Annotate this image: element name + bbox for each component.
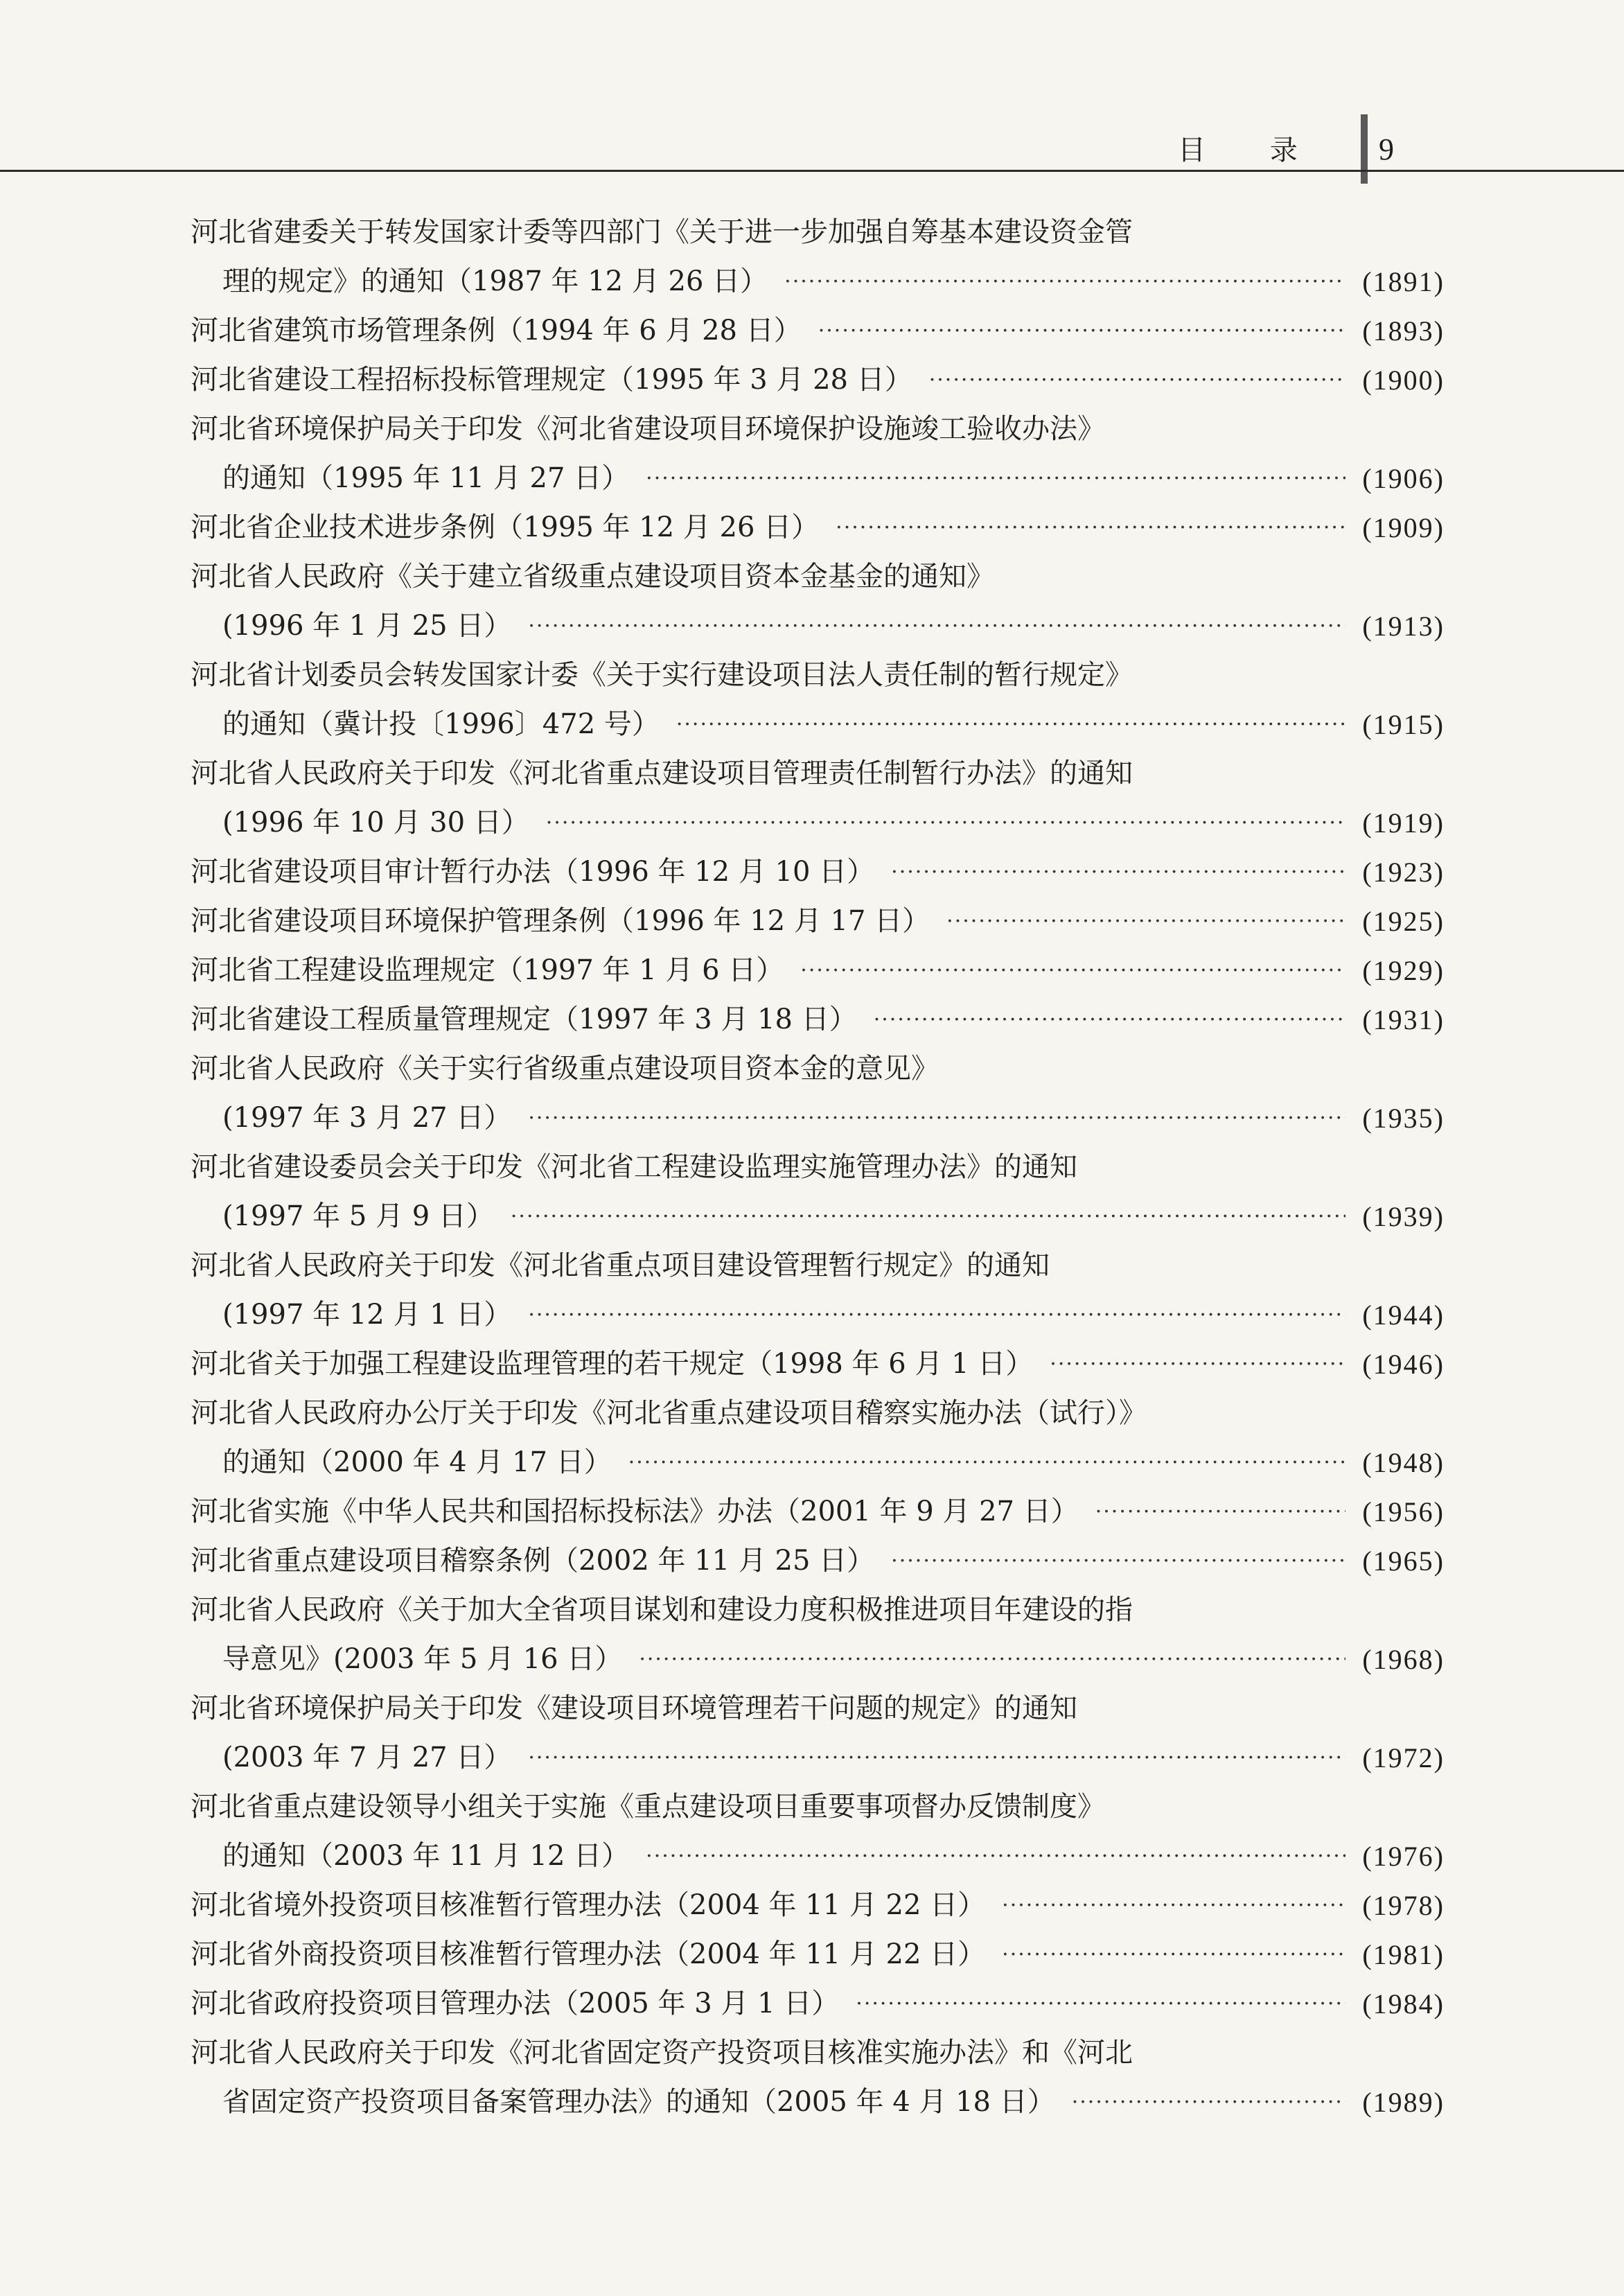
toc-entry-title: 导意见》(2003 年 5 月 16 日） bbox=[222, 1643, 623, 1675]
toc-entry-title: 河北省外商投资项目核准暂行管理办法（2004 年 11 月 22 日） bbox=[191, 1938, 986, 1970]
toc-page-number: (1893) bbox=[1362, 315, 1445, 347]
toc-entry-line bbox=[191, 1389, 1445, 1438]
toc-entry-title: 河北省实施《中华人民共和国招标投标法》办法（2001 年 9 月 27 日） bbox=[191, 1496, 1079, 1527]
dot-leader bbox=[891, 1536, 1345, 1586]
toc-entry[interactable] bbox=[191, 503, 1445, 552]
toc-entry-title: 河北省建设工程质量管理规定（1997 年 3 月 18 日） bbox=[191, 1004, 857, 1035]
toc-entry-title: 河北省环境保护局关于印发《建设项目环境管理若干问题的规定》的通知 bbox=[191, 1692, 1077, 1724]
toc-entry-line bbox=[191, 1241, 1445, 1290]
toc-page-number: (1948) bbox=[1362, 1447, 1445, 1478]
toc-entry[interactable] bbox=[191, 405, 1445, 503]
toc-entry-title: 河北省人民政府《关于建立省级重点建设项目资本金基金的通知》 bbox=[191, 561, 994, 593]
toc-entry[interactable] bbox=[191, 897, 1445, 946]
toc-entry-title: 的通知（冀计投〔1996〕472 号） bbox=[222, 708, 660, 740]
header-divider-bar bbox=[1361, 114, 1368, 184]
toc-entry-title: 省固定资产投资项目备案管理办法》的通知（2005 年 4 月 18 日） bbox=[222, 2086, 1055, 2118]
toc-entry-title: 河北省政府投资项目管理办法（2005 年 3 月 1 日） bbox=[191, 1988, 840, 2019]
header-rule bbox=[0, 170, 1624, 172]
toc-entry-last-line bbox=[191, 848, 1445, 897]
toc-entry-line bbox=[191, 749, 1445, 798]
toc-page-number: (1935) bbox=[1362, 1103, 1445, 1134]
toc-entry-last-line bbox=[191, 700, 1445, 749]
toc-entry-last-line bbox=[191, 1094, 1445, 1143]
toc-entry-title: 河北省关于加强工程建设监理管理的若干规定（1998 年 6 月 1 日） bbox=[191, 1348, 1034, 1380]
dot-leader bbox=[528, 1733, 1345, 1782]
toc-entry-title: 河北省重点建设领导小组关于实施《重点建设项目重要事项督办反馈制度》 bbox=[191, 1791, 1105, 1823]
toc-entry[interactable] bbox=[191, 1487, 1445, 1536]
toc-entry-line bbox=[191, 1684, 1445, 1733]
toc-page-number: (1906) bbox=[1362, 463, 1445, 494]
toc-entry-title: (1997 年 3 月 27 日） bbox=[222, 1102, 512, 1134]
dot-leader bbox=[818, 306, 1346, 356]
dot-leader bbox=[891, 848, 1345, 897]
dot-leader bbox=[1072, 2078, 1346, 2127]
dot-leader bbox=[784, 257, 1345, 306]
toc-entry-last-line bbox=[191, 1733, 1445, 1782]
dot-leader bbox=[546, 798, 1346, 848]
table-of-contents bbox=[191, 208, 1445, 2127]
page-number: 9 bbox=[1379, 132, 1394, 166]
toc-entry-last-line bbox=[191, 2078, 1445, 2127]
toc-page-number: (1972) bbox=[1362, 1742, 1445, 1773]
toc-entry[interactable] bbox=[191, 208, 1445, 306]
toc-entry[interactable] bbox=[191, 995, 1445, 1044]
toc-entry-title: 河北省建设项目审计暂行办法（1996 年 12 月 10 日） bbox=[191, 856, 875, 888]
toc-entry-title: 河北省工程建设监理规定（1997 年 1 月 6 日） bbox=[191, 954, 784, 986]
dot-leader bbox=[528, 1290, 1345, 1340]
toc-entry-line bbox=[191, 651, 1445, 700]
toc-entry[interactable] bbox=[191, 2028, 1445, 2127]
toc-entry[interactable] bbox=[191, 552, 1445, 651]
toc-entry-title: 河北省人民政府办公厅关于印发《河北省重点建设项目稽察实施办法（试行）》 bbox=[191, 1397, 1147, 1429]
toc-entry-title: 河北省建设工程招标投标管理规定（1995 年 3 月 28 日） bbox=[191, 364, 912, 396]
toc-entry-last-line bbox=[191, 946, 1445, 995]
toc-page-number: (1965) bbox=[1362, 1545, 1445, 1577]
toc-page-number: (1923) bbox=[1362, 857, 1445, 888]
toc-page-number: (1981) bbox=[1362, 1939, 1445, 1970]
dot-leader bbox=[856, 1979, 1345, 2028]
toc-page-number: (1956) bbox=[1362, 1496, 1445, 1527]
toc-page-number: (1929) bbox=[1362, 955, 1445, 986]
toc-entry-last-line bbox=[191, 306, 1445, 356]
dot-leader bbox=[1002, 1881, 1345, 1930]
running-header bbox=[0, 0, 1624, 180]
toc-entry-last-line bbox=[191, 1438, 1445, 1487]
dot-leader bbox=[528, 1094, 1345, 1143]
toc-page-number: (1968) bbox=[1362, 1644, 1445, 1675]
toc-page-number: (1915) bbox=[1362, 709, 1445, 740]
toc-entry[interactable] bbox=[191, 1881, 1445, 1930]
dot-leader bbox=[628, 1438, 1346, 1487]
toc-page-number: (1900) bbox=[1362, 365, 1445, 396]
toc-entry-line bbox=[191, 1586, 1445, 1635]
toc-page-number: (1909) bbox=[1362, 512, 1445, 543]
toc-entry-last-line bbox=[191, 1487, 1445, 1536]
toc-entry-last-line bbox=[191, 503, 1445, 552]
toc-entry-title: 的通知（2000 年 4 月 17 日） bbox=[222, 1446, 612, 1478]
toc-entry-last-line bbox=[191, 1832, 1445, 1881]
toc-entry-last-line bbox=[191, 798, 1445, 848]
header-title: 目 录 bbox=[1178, 134, 1325, 166]
toc-entry-line bbox=[191, 208, 1445, 257]
toc-entry-title: 河北省重点建设项目稽察条例（2002 年 11 月 25 日） bbox=[191, 1545, 875, 1577]
toc-entry-title: 河北省人民政府《关于实行省级重点建设项目资本金的意见》 bbox=[191, 1053, 939, 1085]
toc-page-number: (1891) bbox=[1362, 266, 1445, 297]
toc-page-number: (1944) bbox=[1362, 1299, 1445, 1331]
toc-page-number: (1919) bbox=[1362, 807, 1445, 839]
toc-entry-title: 的通知（1995 年 11 月 27 日） bbox=[222, 462, 630, 494]
toc-entry-last-line bbox=[191, 1930, 1445, 1979]
toc-entry[interactable] bbox=[191, 1044, 1445, 1143]
toc-entry-line bbox=[191, 2028, 1445, 2078]
toc-entry-title: 河北省环境保护局关于印发《河北省建设项目环境保护设施竣工验收办法》 bbox=[191, 413, 1105, 445]
toc-entry-last-line bbox=[191, 897, 1445, 946]
toc-entry-title: 河北省人民政府关于印发《河北省重点项目建设管理暂行规定》的通知 bbox=[191, 1250, 1050, 1281]
toc-entry-title: (1997 年 12 月 1 日） bbox=[222, 1299, 512, 1331]
toc-entry[interactable] bbox=[191, 848, 1445, 897]
toc-entry-title: 河北省建设项目环境保护管理条例（1996 年 12 月 17 日） bbox=[191, 905, 930, 937]
toc-entry-last-line bbox=[191, 602, 1445, 651]
toc-entry[interactable] bbox=[191, 651, 1445, 749]
toc-entry-title: 河北省建委关于转发国家计委等四部门《关于进一步加强自筹基本建设资金管 bbox=[191, 216, 1133, 248]
toc-entry[interactable] bbox=[191, 946, 1445, 995]
toc-entry[interactable] bbox=[191, 1536, 1445, 1586]
toc-entry-last-line bbox=[191, 1192, 1445, 1241]
dot-leader bbox=[874, 995, 1346, 1044]
dot-leader bbox=[528, 602, 1345, 651]
dot-leader bbox=[646, 454, 1345, 503]
dot-leader bbox=[836, 503, 1345, 552]
toc-entry[interactable] bbox=[191, 1979, 1445, 2028]
toc-page-number: (1984) bbox=[1362, 1988, 1445, 2019]
toc-page-number: (1976) bbox=[1362, 1841, 1445, 1872]
toc-entry-title: 河北省人民政府关于印发《河北省固定资产投资项目核准实施办法》和《河北 bbox=[191, 2037, 1133, 2069]
toc-entry-title: 河北省人民政府关于印发《河北省重点建设项目管理责任制暂行办法》的通知 bbox=[191, 757, 1133, 789]
toc-entry-last-line bbox=[191, 1340, 1445, 1389]
toc-entry[interactable] bbox=[191, 306, 1445, 356]
toc-entry[interactable] bbox=[191, 1143, 1445, 1241]
dot-leader bbox=[639, 1635, 1345, 1684]
toc-entry[interactable] bbox=[191, 1684, 1445, 1782]
toc-entry-title: (1996 年 10 月 30 日） bbox=[222, 807, 529, 839]
dot-leader bbox=[1095, 1487, 1346, 1536]
toc-entry-line bbox=[191, 1782, 1445, 1832]
toc-page-number: (1931) bbox=[1362, 1004, 1445, 1035]
toc-entry-title: (1996 年 1 月 25 日） bbox=[222, 610, 512, 642]
dot-leader bbox=[1002, 1930, 1345, 1979]
toc-page-number: (1913) bbox=[1362, 611, 1445, 642]
toc-entry[interactable] bbox=[191, 1930, 1445, 1979]
toc-page-number: (1978) bbox=[1362, 1890, 1445, 1921]
toc-entry-last-line bbox=[191, 257, 1445, 306]
dot-leader bbox=[929, 356, 1346, 405]
toc-entry-last-line bbox=[191, 356, 1445, 405]
toc-entry[interactable] bbox=[191, 356, 1445, 405]
toc-entry-title: 的通知（2003 年 11 月 12 日） bbox=[222, 1840, 630, 1872]
toc-entry[interactable] bbox=[191, 1340, 1445, 1389]
toc-entry-title: 河北省建筑市场管理条例（1994 年 6 月 28 日） bbox=[191, 315, 802, 347]
toc-entry-last-line bbox=[191, 1290, 1445, 1340]
toc-entry[interactable] bbox=[191, 1389, 1445, 1487]
toc-entry[interactable] bbox=[191, 1782, 1445, 1881]
toc-page-number: (1925) bbox=[1362, 906, 1445, 937]
toc-entry-title: 河北省境外投资项目核准暂行管理办法（2004 年 11 月 22 日） bbox=[191, 1889, 986, 1921]
toc-entry-title: 河北省计划委员会转发国家计委《关于实行建设项目法人责任制的暂行规定》 bbox=[191, 659, 1133, 691]
dot-leader bbox=[511, 1192, 1345, 1241]
toc-entry-line bbox=[191, 405, 1445, 454]
toc-entry-line bbox=[191, 1143, 1445, 1192]
toc-entry-title: 河北省人民政府《关于加大全省项目谋划和建设力度积极推进项目年建设的指 bbox=[191, 1594, 1133, 1626]
toc-entry-last-line bbox=[191, 454, 1445, 503]
toc-entry[interactable] bbox=[191, 749, 1445, 848]
toc-entry-title: 河北省建设委员会关于印发《河北省工程建设监理实施管理办法》的通知 bbox=[191, 1151, 1077, 1183]
toc-entry-last-line bbox=[191, 1635, 1445, 1684]
toc-entry[interactable] bbox=[191, 1586, 1445, 1684]
toc-entry-last-line bbox=[191, 995, 1445, 1044]
dot-leader bbox=[800, 946, 1345, 995]
toc-entry[interactable] bbox=[191, 1241, 1445, 1340]
toc-entry-last-line bbox=[191, 1536, 1445, 1586]
toc-entry-last-line bbox=[191, 1881, 1445, 1930]
toc-entry-line bbox=[191, 1044, 1445, 1094]
dot-leader bbox=[646, 1832, 1345, 1881]
toc-page-number: (1939) bbox=[1362, 1201, 1445, 1232]
toc-entry-title: 河北省企业技术进步条例（1995 年 12 月 26 日） bbox=[191, 511, 820, 543]
toc-page-number: (1989) bbox=[1362, 2087, 1445, 2118]
toc-entry-title: (1997 年 5 月 9 日） bbox=[222, 1200, 494, 1232]
toc-page-number: (1946) bbox=[1362, 1349, 1445, 1380]
dot-leader bbox=[676, 700, 1346, 749]
toc-entry-title: (2003 年 7 月 27 日） bbox=[222, 1742, 512, 1773]
toc-entry-last-line bbox=[191, 1979, 1445, 2028]
dot-leader bbox=[1050, 1340, 1345, 1389]
toc-entry-title: 理的规定》的通知（1987 年 12 月 26 日） bbox=[222, 265, 768, 297]
dot-leader bbox=[946, 897, 1345, 946]
toc-entry-line bbox=[191, 552, 1445, 602]
